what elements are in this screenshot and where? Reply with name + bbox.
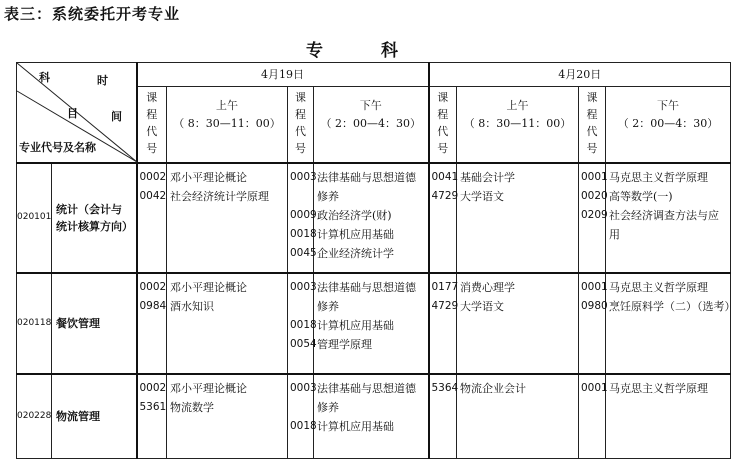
course-names (314, 273, 429, 374)
course-name: 马克思主义哲学原理 (609, 280, 708, 294)
diag-label-mu: 目 (67, 107, 78, 120)
course-codes (429, 374, 457, 459)
major-code: 020228 (17, 374, 52, 459)
diag-label-ke: 科 (39, 71, 50, 84)
course-names (167, 374, 288, 459)
course-code: 0020 (581, 189, 608, 202)
course-name: 酒水知识 (170, 299, 214, 313)
course-names (606, 163, 731, 273)
course-name: 计算机应用基础 (317, 318, 394, 332)
diag-label-jian: 间 (111, 110, 122, 123)
course-code: 0002 (139, 170, 167, 183)
course-code: 5361 (139, 400, 167, 413)
major-name: 统计（会计与统计核算方向） (52, 163, 137, 273)
course-name: 邓小平理论概论 (170, 381, 247, 395)
table-row (17, 374, 731, 459)
course-code: 4729 (431, 189, 459, 202)
course-name: 物流数学 (170, 400, 214, 414)
course-code: 0003 (290, 280, 317, 293)
course-code: 0054 (290, 337, 317, 350)
course-codes (579, 374, 606, 459)
course-name: 马克思主义哲学原理 (609, 381, 708, 395)
course-name: 物流企业会计 (460, 381, 526, 395)
major-code: 020101 (17, 163, 52, 273)
course-name: 基础会计学 (460, 170, 515, 184)
course-names (457, 163, 579, 273)
course-code: 0003 (290, 170, 317, 183)
code-col-header: 课 程 代 号 (288, 87, 314, 163)
course-codes (137, 163, 167, 273)
course-code: 0001 (581, 381, 608, 394)
course-name: 企业经济统计学 (317, 246, 394, 260)
course-name: 邓小平理论概论 (170, 280, 247, 294)
course-names (606, 374, 731, 459)
course-code: 4729 (431, 299, 459, 312)
course-code: 0009 (290, 208, 317, 221)
date-header-1: 4月19日 (137, 63, 429, 87)
course-names (606, 273, 736, 374)
course-code: 0018 (290, 318, 317, 331)
code-col-header: 课 程 代 号 (137, 87, 167, 163)
am-header: 上午 （ 8：30—11：00） (167, 87, 288, 163)
pm-header: 下午 （ 2：00—4：30） (606, 87, 731, 163)
diag-label-major: 专业代号及名称 (19, 141, 96, 154)
course-code: 0001 (581, 280, 608, 293)
date-header-2: 4月20日 (429, 63, 731, 87)
course-code: 0042 (139, 189, 167, 202)
exam-schedule-table (16, 62, 736, 459)
course-code: 0980 (581, 299, 608, 312)
course-code: 0041 (431, 170, 459, 183)
am-header: 上午 （ 8：30—11：00） (457, 87, 579, 163)
table-row (17, 273, 731, 374)
course-name: 大学语文 (460, 189, 504, 203)
course-code: 0001 (581, 170, 608, 183)
course-names (457, 273, 579, 374)
header-diagonal-cell (17, 63, 137, 163)
course-name: 消费心理学 (460, 280, 515, 294)
course-codes (288, 374, 317, 459)
course-codes (288, 163, 317, 273)
course-name: 修养 (317, 400, 339, 414)
course-code: 0984 (139, 299, 167, 312)
code-col-header: 课 程 代 号 (429, 87, 457, 163)
course-name: 修养 (317, 299, 339, 313)
course-name: 修养 (317, 189, 339, 203)
course-name: 计算机应用基础 (317, 419, 394, 433)
course-names (167, 163, 288, 273)
course-names (457, 374, 579, 459)
course-name: 马克思主义哲学原理 (609, 170, 708, 184)
major-name: 物流管理 (52, 374, 137, 459)
course-codes (137, 374, 167, 459)
course-code: 0018 (290, 419, 317, 432)
course-name: 法律基础与思想道德 (317, 170, 416, 184)
course-name: 用 (609, 227, 620, 241)
course-name: 社会经济统计学原理 (170, 189, 269, 203)
course-name: 高等数学(一) (609, 189, 673, 203)
course-codes (429, 163, 457, 273)
diag-label-shi: 时 (97, 74, 108, 87)
course-name: 计算机应用基础 (317, 227, 394, 241)
course-names (314, 374, 429, 459)
code-col-header: 课 程 代 号 (579, 87, 606, 163)
course-code: 5364 (431, 381, 459, 394)
major-name: 餐饮管理 (52, 273, 137, 374)
table-row (17, 163, 731, 273)
course-name: 邓小平理论概论 (170, 170, 247, 184)
course-name: 法律基础与思想道德 (317, 381, 416, 395)
course-name: 管理学原理 (317, 337, 372, 351)
course-code (290, 398, 311, 417)
course-code (581, 225, 603, 244)
course-codes (288, 273, 317, 374)
course-name: 法律基础与思想道德 (317, 280, 416, 294)
course-code: 0002 (139, 280, 167, 293)
course-code (290, 297, 311, 316)
course-code: 0177 (431, 280, 459, 293)
table-caption: 表三：系统委托开考专业 (4, 5, 181, 23)
course-code: 0045 (290, 246, 317, 259)
course-code: 0018 (290, 227, 317, 240)
course-code: 0003 (290, 381, 317, 394)
course-codes (429, 273, 457, 374)
course-codes (137, 273, 167, 374)
major-code: 020118 (17, 273, 52, 374)
course-codes (579, 163, 606, 273)
course-code: 0209 (581, 208, 608, 221)
course-code (290, 187, 311, 206)
course-name: 社会经济调查方法与应 (609, 208, 719, 222)
course-name: 大学语文 (460, 299, 504, 313)
course-code: 0002 (139, 381, 167, 394)
section-title: 专 科 (306, 41, 424, 61)
course-name: 政治经济学(财) (317, 208, 392, 222)
course-names (314, 163, 429, 273)
course-codes (579, 273, 606, 374)
course-names (167, 273, 288, 374)
pm-header: 下午 （ 2：00—4：30） (314, 87, 429, 163)
course-name: 烹饪原料学（二）（选考） (609, 299, 736, 313)
